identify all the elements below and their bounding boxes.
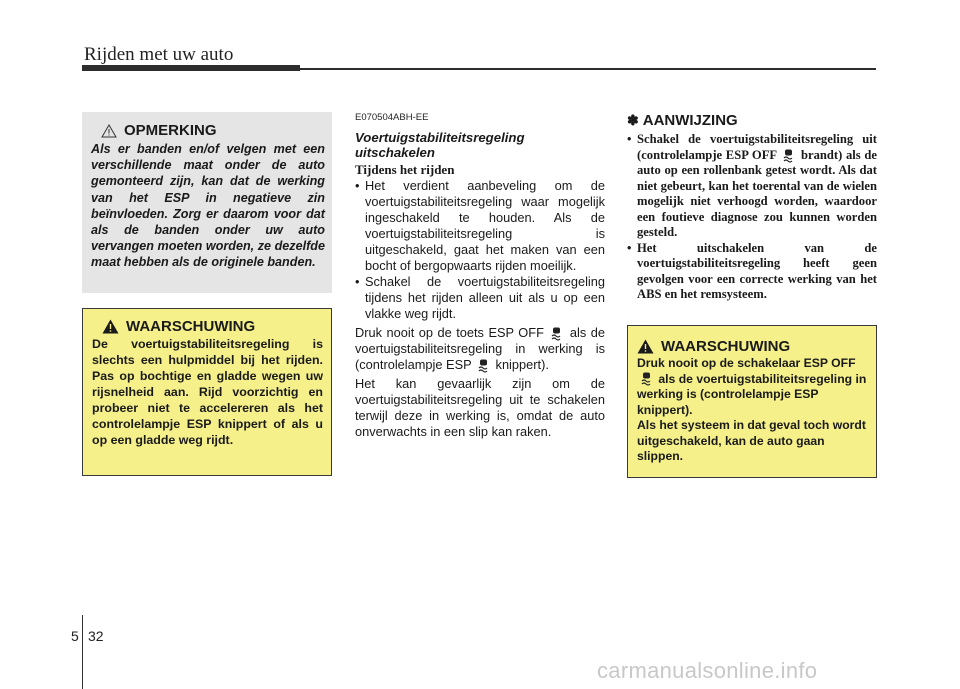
warning-2-body <box>637 356 868 465</box>
warning-2-text: Druk nooit op de schakelaar ESP OFF <box>637 356 856 370</box>
paragraph-text: knippert). <box>495 357 549 372</box>
warning-1-heading <box>102 318 323 335</box>
section-title: Voertuigstabiliteitsregeling uitschakelen <box>355 130 525 160</box>
list-item <box>627 241 877 303</box>
bullet-dot: • <box>627 132 632 146</box>
hint-heading-label: AANWIJZING <box>642 112 738 129</box>
list-item-text: Schakel de voertuigstabiliteitsregeling tijdens het rijden alleen uit als u op een vlakke weg rijdt. <box>365 274 605 321</box>
note-body: Als er banden en/of velgen met een verschillende maat onder de auto gemonteerd zijn, kan dat de werking van het ESP in negatieve zin beïnvloeden. Zorg er daarom voor dat als de banden onder uw auto vervangen moeten worden, ze dezelfde maat hebben als de originele banden. <box>91 142 325 270</box>
warning-triangle-icon <box>637 339 654 354</box>
esp-icon <box>478 359 489 373</box>
warning-triangle-icon <box>102 319 119 334</box>
note-box <box>82 112 332 293</box>
warning-box-2 <box>627 325 877 478</box>
note-heading <box>101 122 325 139</box>
list-item-text: Het verdient aanbeveling om de voertuigstabiliteitsregeling waar mogelijk ingeschakeld te houden. Als de voertuigstabiliteitsregeling is uitgeschakeld, gaat het maken van een bocht of bergopwaarts rijden moeilijk. <box>365 178 605 273</box>
note-heading-label: OPMERKING <box>124 122 217 139</box>
bullet-dot: • <box>355 178 360 193</box>
bullet-dot: • <box>355 274 360 289</box>
star-icon: ✽ <box>627 112 639 128</box>
list-item <box>627 132 877 241</box>
paragraph-danger: Het kan gevaarlijk zijn om de voertuigstabiliteitsregeling uit te schakelen terwijl deze in werking is, omdat de auto onverwachts in een slip kan raken. <box>355 376 605 439</box>
warning-2-heading <box>637 338 868 355</box>
section-code: E070504ABH-EE <box>355 112 429 123</box>
main-column <box>355 112 605 440</box>
list-item-text: brandt) als de auto op een rollenbank getest wordt. Als dat niet gebeurt, kan het toerental van de wielen mogelijk niet verhoogd worden, waardoor een foutieve diagnose zou kunnen worden gesteld. <box>637 147 878 239</box>
chapter-number: 5 <box>71 628 79 644</box>
warning-1-heading-label: WAARSCHUWING <box>126 318 256 335</box>
caution-outline-icon <box>101 124 117 138</box>
page-header-title: Rijden met uw auto <box>84 44 234 65</box>
paragraph-esp-off <box>355 325 605 373</box>
watermark: carmanualsonline.info <box>597 658 818 683</box>
page-number: 32 <box>88 628 104 644</box>
paragraph-text: Druk nooit op de toets ESP OFF <box>355 325 544 340</box>
subheading: Tijdens het rijden <box>355 162 455 177</box>
list-item-text: Het uitschakelen van de voertuigstabiliteitsregeling heeft geen gevolgen voor een correcte werking van het ABS en het remsysteem. <box>637 240 877 301</box>
list-item <box>355 274 605 322</box>
footer-divider <box>82 615 83 689</box>
bullet-dot: • <box>627 240 632 255</box>
list-item <box>355 178 605 274</box>
header-rule-thick <box>82 65 300 71</box>
header-rule-thin <box>300 68 876 70</box>
warning-2-text: Als het systeem in dat geval toch wordt uitgeschakeld, kan de auto gaan slippen. <box>637 418 866 463</box>
list-item-text: Schakel de voertuigstabiliteitsregeling uit (controlelampje ESP OFF <box>637 132 877 162</box>
hint-heading <box>627 112 877 129</box>
warning-2-heading-label: WAARSCHUWING <box>661 338 791 355</box>
warning-box-1 <box>82 308 332 476</box>
warning-1-body: De voertuigstabiliteitsregeling is slechts een hulpmiddel bij het rijden. Pas op bochtige en gladde wegen uw rijsnelheid aan. Rijd voorzichtig en probeer niet te accelereren als het controlelampje ESP knippert of als u op een gladde weg rijdt. <box>92 337 323 447</box>
esp-off-icon <box>641 372 652 386</box>
esp-off-icon <box>551 327 562 341</box>
esp-off-icon <box>783 149 794 163</box>
paragraph-text: als de voertuigstabiliteitsregeling in werking is (controlelampje ESP <box>355 325 605 372</box>
warning-2-text: als de voertuigstabiliteitsregeling in werking is (controlelampje ESP knippert). <box>637 371 867 417</box>
hint-column <box>627 112 877 303</box>
